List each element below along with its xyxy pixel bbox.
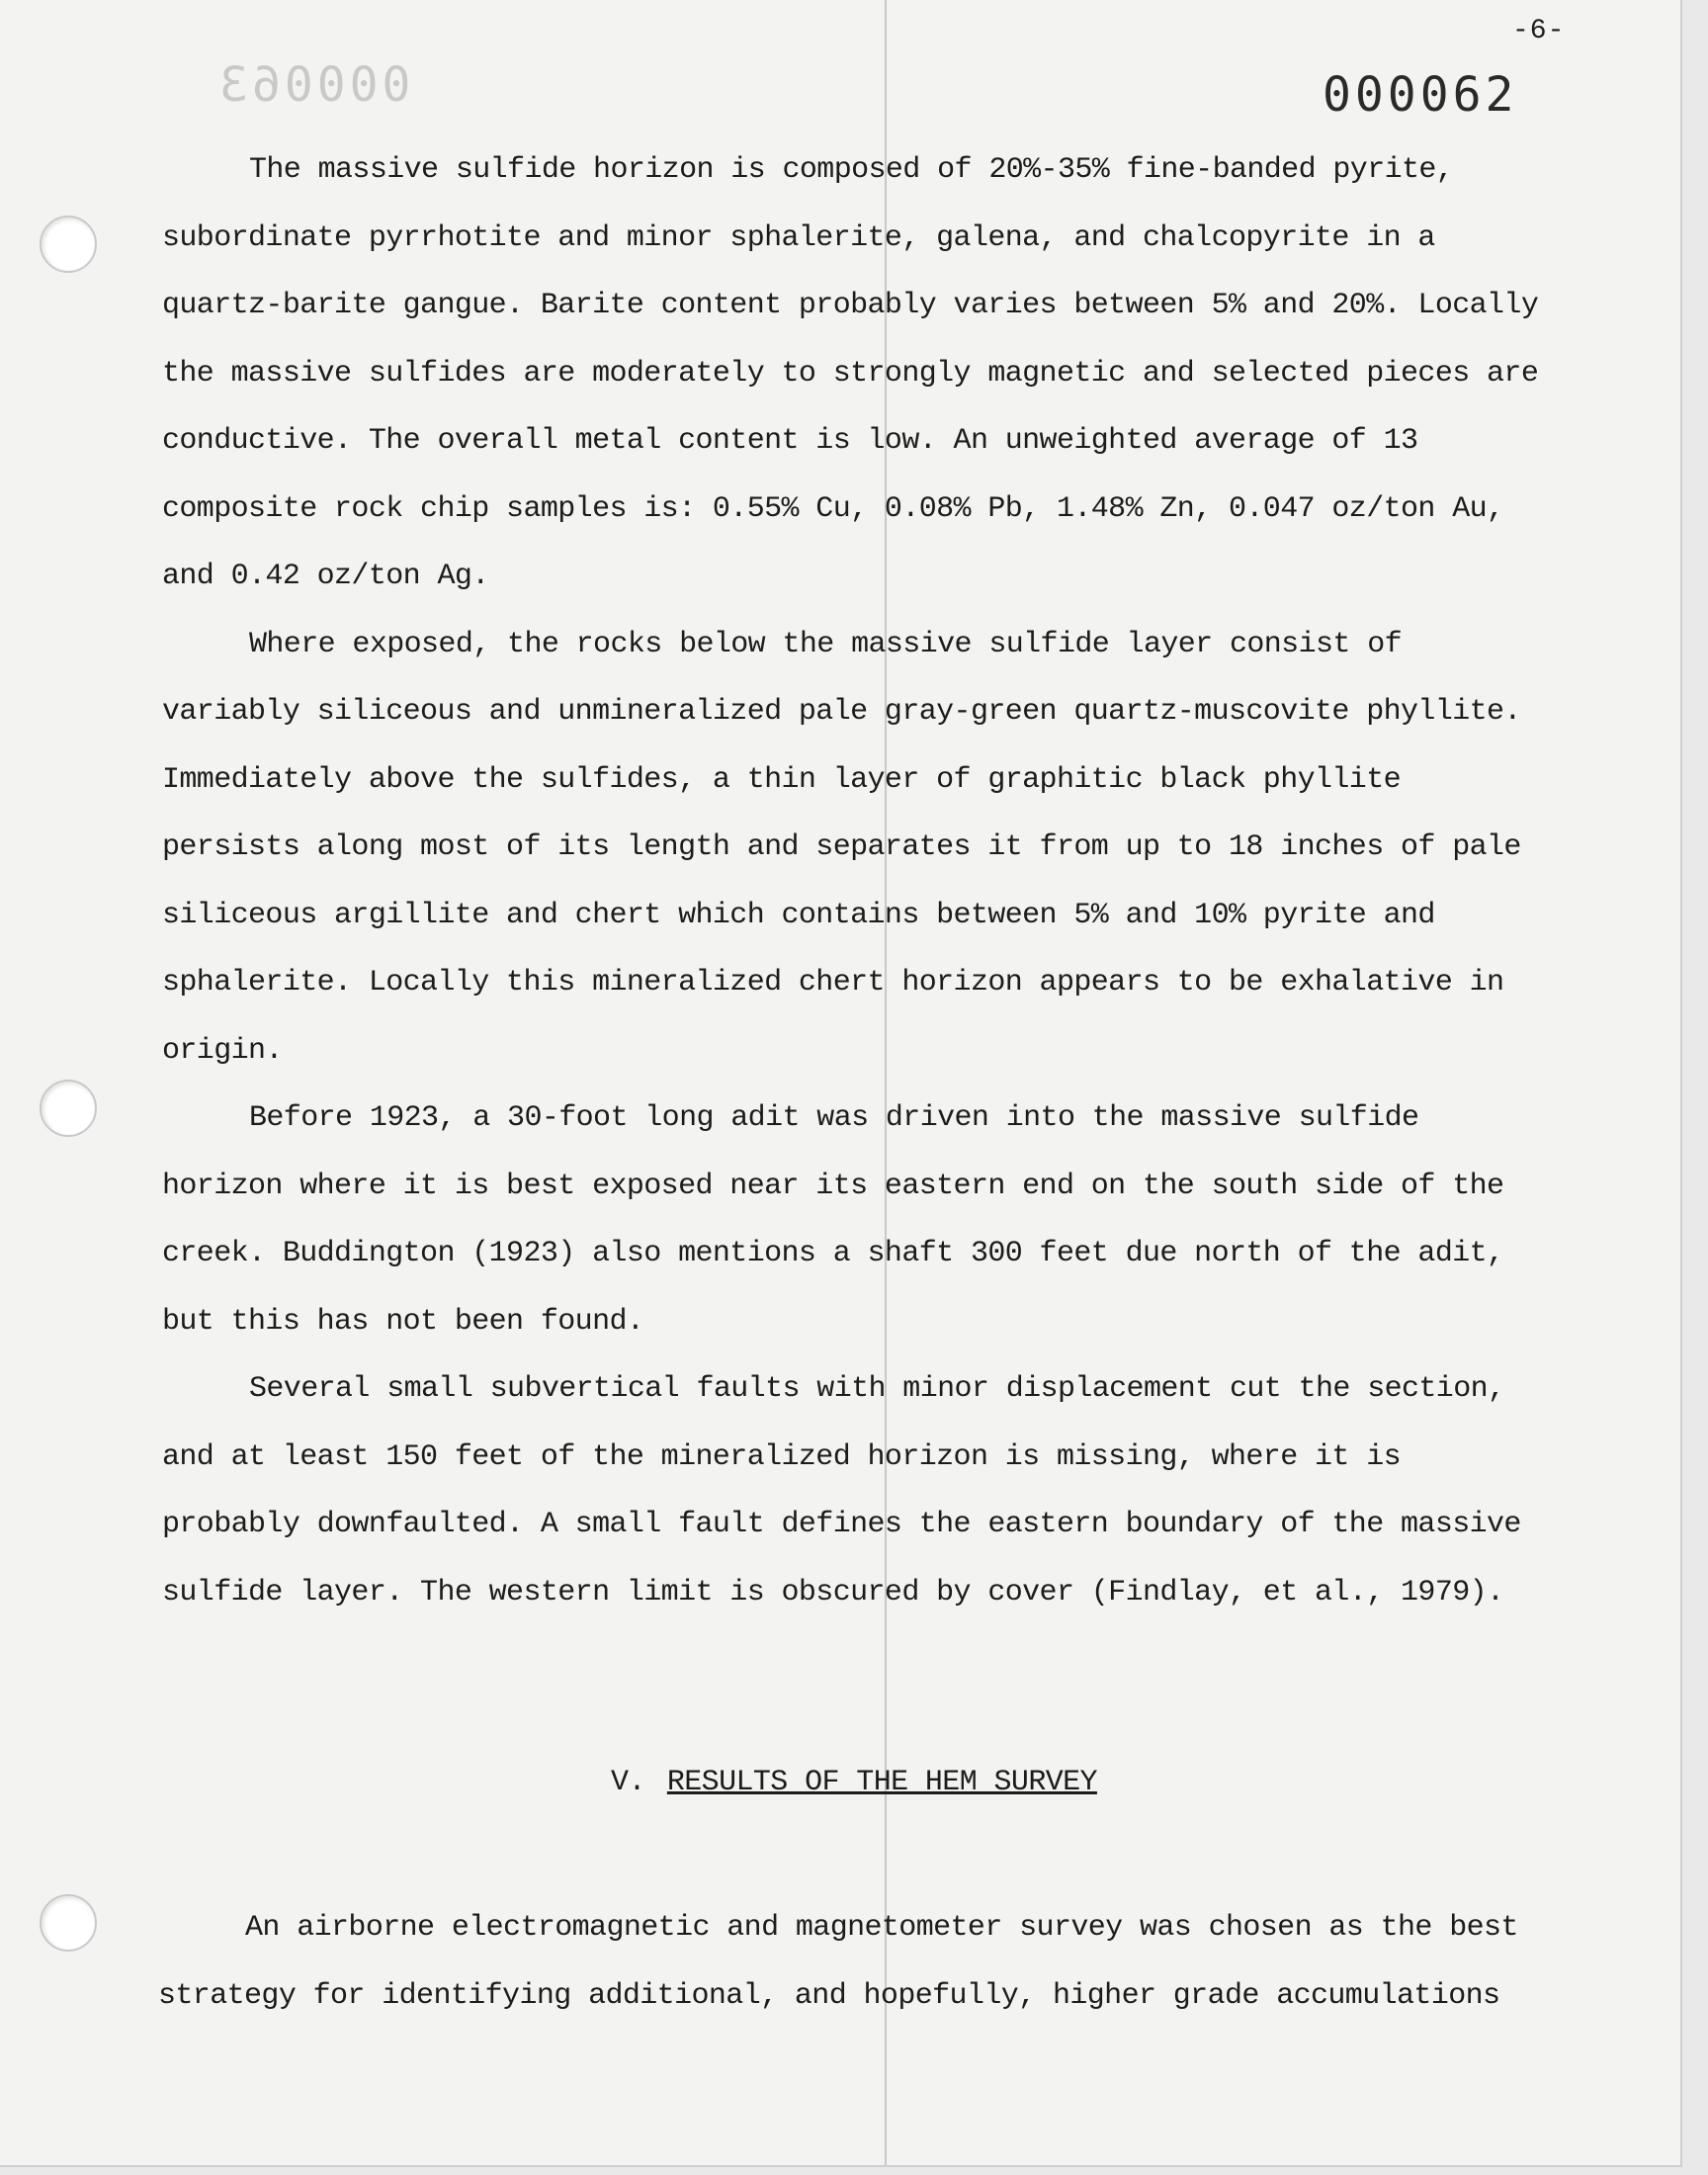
binder-hole-bottom — [40, 1894, 97, 1952]
paragraph-faults: Several small subvertical faults with minor displacement cut the section, and at least 150 feet of the mineralized horizon is missing, where it is probably downfaulted. A small fault defines the eastern boundary of the massive sulfide layer. The western limit is obscured by cover (Findlay, et al., 1979). — [162, 1372, 1521, 1610]
binder-hole-middle — [40, 1080, 97, 1137]
binder-hole-top — [40, 216, 97, 273]
paragraph-adit-history: Before 1923, a 30-foot long adit was driven into the massive sulfide horizon where it is best exposed near its eastern end on the south side of the creek. Buddington (1923) also mentions a shaft 300 feet due north of the adit, but this has not been found. — [162, 1101, 1504, 1339]
paragraph-host-rocks: Where exposed, the rocks below the massive sulfide layer consist of variably siliceous and unmineralized pale gray-green quartz-muscovite phyllite. Immediately above the sulfides, a thin layer of graphitic black phyllite persists along most of its length and separates it from up to 18 inches of pale siliceous argillite and chert which contains between 5% and 10% pyrite and sphalerite. Locally this mineralized chert horizon appears to be exhalative in origin. — [162, 627, 1521, 1068]
document-stamp: 000062 — [1323, 67, 1518, 123]
body-text-continued — [158, 1894, 1552, 2030]
stamp-bleedthrough: 000063 — [215, 57, 411, 113]
body-text — [162, 136, 1546, 1626]
paragraph-survey-intro: An airborne electromagnetic and magnetometer survey was chosen as the best strategy for identifying additional, and hopefully, higher grade accumulations — [158, 1911, 1518, 2013]
paragraph-massive-sulfide: The massive sulfide horizon is composed of 20%-35% fine-banded pyrite, subordinate pyrrhotite and minor sphalerite, galena, and chalcopyrite in a quartz-barite gangue. Barite content probably varies between 5% and 20%. Locally the massive sulfides are moderately to strongly magnetic and selected pieces are conductive. The overall metal content is low. An unweighted average of 13 composite rock chip samples is: 0.55% Cu, 0.08% Pb, 1.48% Zn, 0.047 oz/ton Au, and 0.42 oz/ton Ag. — [162, 153, 1539, 593]
section-number: V. — [611, 1766, 645, 1799]
page-number: -6- — [1512, 16, 1566, 46]
section-heading — [0, 1766, 1708, 1799]
section-title: RESULTS OF THE HEM SURVEY — [666, 1766, 1097, 1799]
